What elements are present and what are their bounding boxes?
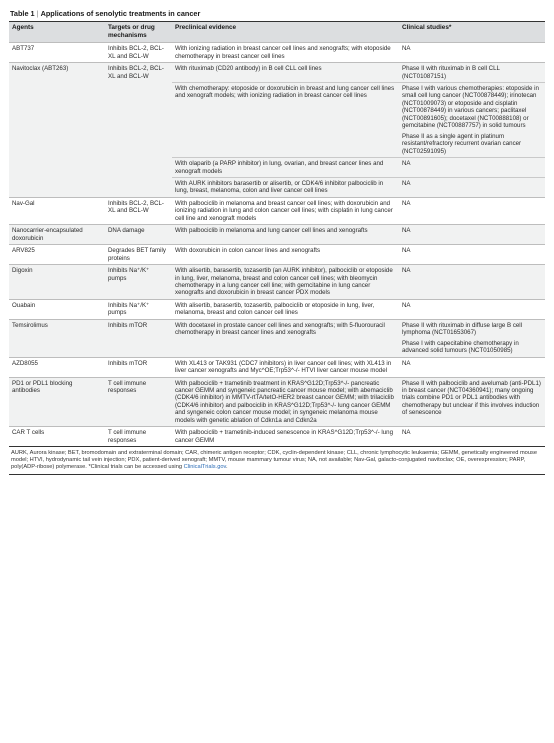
clinicaltrials-link[interactable]: ClinicalTrials.gov	[183, 464, 226, 471]
clinical-cell	[399, 299, 545, 319]
clinical-cell	[399, 427, 545, 446]
clinical-text: Phase II with rituximab in B cell CLL (NCT01087151)	[402, 65, 500, 80]
header-preclinical: Preclinical evidence	[175, 24, 237, 31]
table-row	[9, 299, 545, 319]
agent-cell: Nanocarrier-encapsulated doxorubicin	[12, 227, 83, 242]
preclinical-text: With olaparib (a PARP inhibitor) in lung, ovarian, and breast cancer lines and xenograft models	[175, 160, 384, 175]
target-cell: Inhibits mTOR	[108, 321, 148, 329]
table-row	[9, 83, 545, 158]
header-agents: Agents	[12, 24, 34, 31]
preclinical-cell	[172, 225, 399, 245]
clinical-cell	[399, 197, 545, 224]
clinical-text: Phase II as a single agent in platinum resistant/refractory recurrent ovarian cancer (NCT02591095)	[402, 132, 522, 155]
table-row	[9, 265, 545, 300]
clinical-text: Phase II with rituximab in diffuse large B cell lymphoma (NCT01653067)	[402, 321, 523, 337]
agent-cell: AZD8055	[12, 359, 38, 367]
title-separator: |	[34, 9, 41, 18]
preclinical-text: With palbociclib + trametinib-induced senescence in KRAS^G12D;Trp53^-/- lung cancer GEMM	[175, 429, 394, 444]
agent-cell: Nav-Gal	[12, 199, 35, 207]
agent-cell	[9, 158, 105, 178]
agent-cell: ABT737	[12, 45, 35, 53]
preclinical-text: With docetaxel in prostate cancer cell lines and xenografts; with 5-fluorouracil chemotherapy in breast cancer lines and xenografts	[175, 321, 385, 337]
clinical-cell	[399, 357, 545, 377]
agent-cell	[9, 177, 105, 197]
header-clinical: Clinical studies*	[402, 24, 452, 31]
clinical-text: NA	[402, 45, 411, 53]
preclinical-cell	[172, 158, 399, 178]
clinical-text: NA	[402, 359, 411, 367]
clinical-text: NA	[402, 429, 411, 437]
preclinical-text: With palbociclib in melanoma and breast cancer cell lines; with doxorubicin and ionizing radiation in lung and colon cancer cell lines; with cisplatin in lung cancer cell line and xenograft models	[175, 199, 393, 222]
preclinical-cell	[172, 265, 399, 300]
clinical-text: NA	[402, 179, 411, 187]
clinical-cell	[399, 83, 545, 158]
target-cell: T cell immune responses	[108, 429, 147, 444]
clinical-text: NA	[402, 267, 411, 275]
preclinical-text: With palbociclib in melanoma and lung cancer cell lines and xenografts	[175, 227, 368, 235]
target-cell: Inhibits Na⁺/K⁺ pumps	[108, 301, 150, 317]
target-cell: DNA damage	[108, 227, 145, 235]
table-title	[9, 9, 545, 19]
agent-cell: Navitoclax (ABT263)	[12, 65, 69, 73]
agent-cell: Ouabain	[12, 301, 36, 309]
preclinical-text: With ionizing radiation in breast cancer cell lines and xenografts; with etoposide chemotherapy in breast cancer cell lines	[175, 45, 391, 60]
agent-cell	[9, 83, 105, 158]
agent-cell: ARV825	[12, 247, 35, 255]
preclinical-cell	[172, 299, 399, 319]
preclinical-text: With alisertib, barasertib, tozasertib, palbociclib or etoposide in lung, liver, melanoma, breast and colon cancer cell lines	[175, 301, 375, 317]
table-row	[9, 43, 545, 63]
target-cell: T cell immune responses	[108, 379, 147, 394]
preclinical-text: With XL413 or TAK931 (CDC7 inhibitors) in liver cancer cell lines; with XL413 in liver cancer xenografts and Myc^OE;Trp53^-/- HTVI liver cancer mouse model	[175, 359, 392, 375]
target-cell: Inhibits BCL-2, BCL-XL and BCL-W	[108, 65, 164, 80]
preclinical-text: With AURK inhibitors barasertib or alisertib, or CDK4/6 inhibitor palbociclib in lung, breast, melanoma, colon and liver cancer cell lines	[175, 179, 384, 195]
clinical-text: NA	[402, 199, 411, 207]
clinical-cell	[399, 177, 545, 197]
clinical-cell	[399, 225, 545, 245]
table-row	[9, 377, 545, 427]
preclinical-cell	[172, 197, 399, 224]
target-cell	[105, 83, 172, 158]
header-row	[9, 22, 545, 43]
clinical-text: NA	[402, 247, 411, 255]
clinical-text: Phase I with capecitabine chemotherapy in advanced solid tumours (NCT01050985)	[402, 339, 519, 355]
table-row	[9, 63, 545, 83]
target-cell: Degrades BET family proteins	[108, 247, 166, 262]
agent-cell: Digoxin	[12, 267, 33, 275]
preclinical-cell	[172, 63, 399, 83]
clinical-cell	[399, 319, 545, 357]
table-row	[9, 357, 545, 377]
target-cell: Inhibits mTOR	[108, 359, 148, 367]
agent-cell: PD1 or PDL1 blocking antibodies	[12, 379, 73, 394]
footnote	[9, 447, 545, 471]
table-container	[9, 9, 545, 475]
clinical-cell	[399, 265, 545, 300]
agent-cell: Temsirolimus	[12, 321, 48, 329]
preclinical-cell	[172, 43, 399, 63]
clinical-text: Phase I with various chemotherapies: etoposide in small cell lung cancer (NCT00878449); irinotecan (NCT01009073) or etoposide and cisplatin (NCT00878449) in various cancers; paclitaxel (NCT00891605); docetaxel (NCT00888108) or gemcitabine (NCT00887757) in solid tumours	[402, 85, 539, 130]
preclinical-cell	[172, 319, 399, 357]
footnote-text: AURK, Aurora kinase; BET, bromodomain and extraterminal domain; CAR, chimeric antigen receptor; CDK, cyclin-dependent kinase; CLL, chronic lymphocytic leukaemia; GEMM, genetically engineered mouse model; HTVI, hydrodynamic tail vein injection; PDX, patient-derived xenograft; MMTV, mouse mammary tumour virus; NA, not available; Nav-Gal, galacto-conjugated navitoclax; OE, overexpression; PARP, poly(ADP-ribose) polymerase. *Clinical trials can be accessed using	[11, 450, 538, 471]
table-row	[9, 197, 545, 224]
preclinical-cell	[172, 177, 399, 197]
preclinical-text: With palbociclib + trametinib treatment in KRAS^G12D;Trp53^-/- pancreatic cancer GEMM and syngeneic pancreatic cancer mouse model; with abemaciclib (CDK4/6 inhibitor) in MMTV-rtTA/tetO-HER2 breast cancer GEMM; with trilaciclib (CDK4/6 inhibitor) and palbociclib in KRAS^G12D;Trp53^-/- lung cancer GEMM and syngeneic colon cancer mouse model; in syngeneic melanoma mouse models with genetic ablation of Cdkn1a and Cdkn2a	[175, 379, 394, 424]
preclinical-cell	[172, 83, 399, 158]
target-cell: Inhibits Na⁺/K⁺ pumps	[108, 267, 150, 282]
table-label: Table 1	[10, 9, 35, 18]
preclinical-text: With chemotherapy: etoposide or doxorubicin in breast and lung cancer cell lines and xenograft models; with ionizing radiation in breast cancer cell lines	[175, 85, 395, 100]
preclinical-cell	[172, 245, 399, 265]
table-row	[9, 427, 545, 446]
preclinical-cell	[172, 427, 399, 446]
clinical-text: Phase II with palbociclib and avelumab (anti-PDL1) in breast cancer (NCT04360941); many ongoing trials combine PD1 or PDL1 antibodies with chemotherapy but unclear if this involves induction of senescence	[402, 379, 541, 417]
clinical-text: NA	[402, 301, 411, 309]
preclinical-text: With alisertib, barasertib, tozasertib (an AURK inhibitor), palbociclib or etoposide in lung, liver, melanoma, breast and colon cancer cell lines; with bleomycin chemotherapy in a lung cancer cell line; with gemcitabine in lung cancer xenografts and doxorubicin in breast cancer PDX models	[175, 267, 393, 297]
preclinical-cell	[172, 377, 399, 427]
target-cell: Inhibits BCL-2, BCL-XL and BCL-W	[108, 199, 164, 215]
target-cell: Inhibits BCL-2, BCL-XL and BCL-W	[108, 45, 164, 60]
preclinical-text: With doxorubicin in colon cancer lines and xenografts	[175, 247, 321, 255]
clinical-cell	[399, 63, 545, 83]
preclinical-cell	[172, 357, 399, 377]
table-row	[9, 158, 545, 178]
header-targets: Targets or drug mechanisms	[108, 24, 155, 39]
table-row	[9, 245, 545, 265]
table-row	[9, 319, 545, 357]
footnote-end: .	[225, 464, 228, 471]
senolytic-table	[9, 22, 545, 446]
page-bottom-rule	[9, 474, 545, 475]
clinical-text: NA	[402, 227, 411, 235]
table-caption: Applications of senolytic treatments in cancer	[40, 9, 201, 18]
clinical-cell	[399, 43, 545, 63]
preclinical-text: With rituximab (CD20 antibody) in B cell CLL cell lines	[175, 65, 322, 73]
agent-cell: CAR T cells	[12, 429, 45, 437]
table-row	[9, 177, 545, 197]
clinical-cell	[399, 158, 545, 178]
clinical-cell	[399, 245, 545, 265]
table-row	[9, 225, 545, 245]
table-body	[9, 43, 545, 446]
target-cell	[105, 158, 172, 178]
clinical-text: NA	[402, 160, 411, 168]
target-cell	[105, 177, 172, 197]
clinical-cell	[399, 377, 545, 427]
